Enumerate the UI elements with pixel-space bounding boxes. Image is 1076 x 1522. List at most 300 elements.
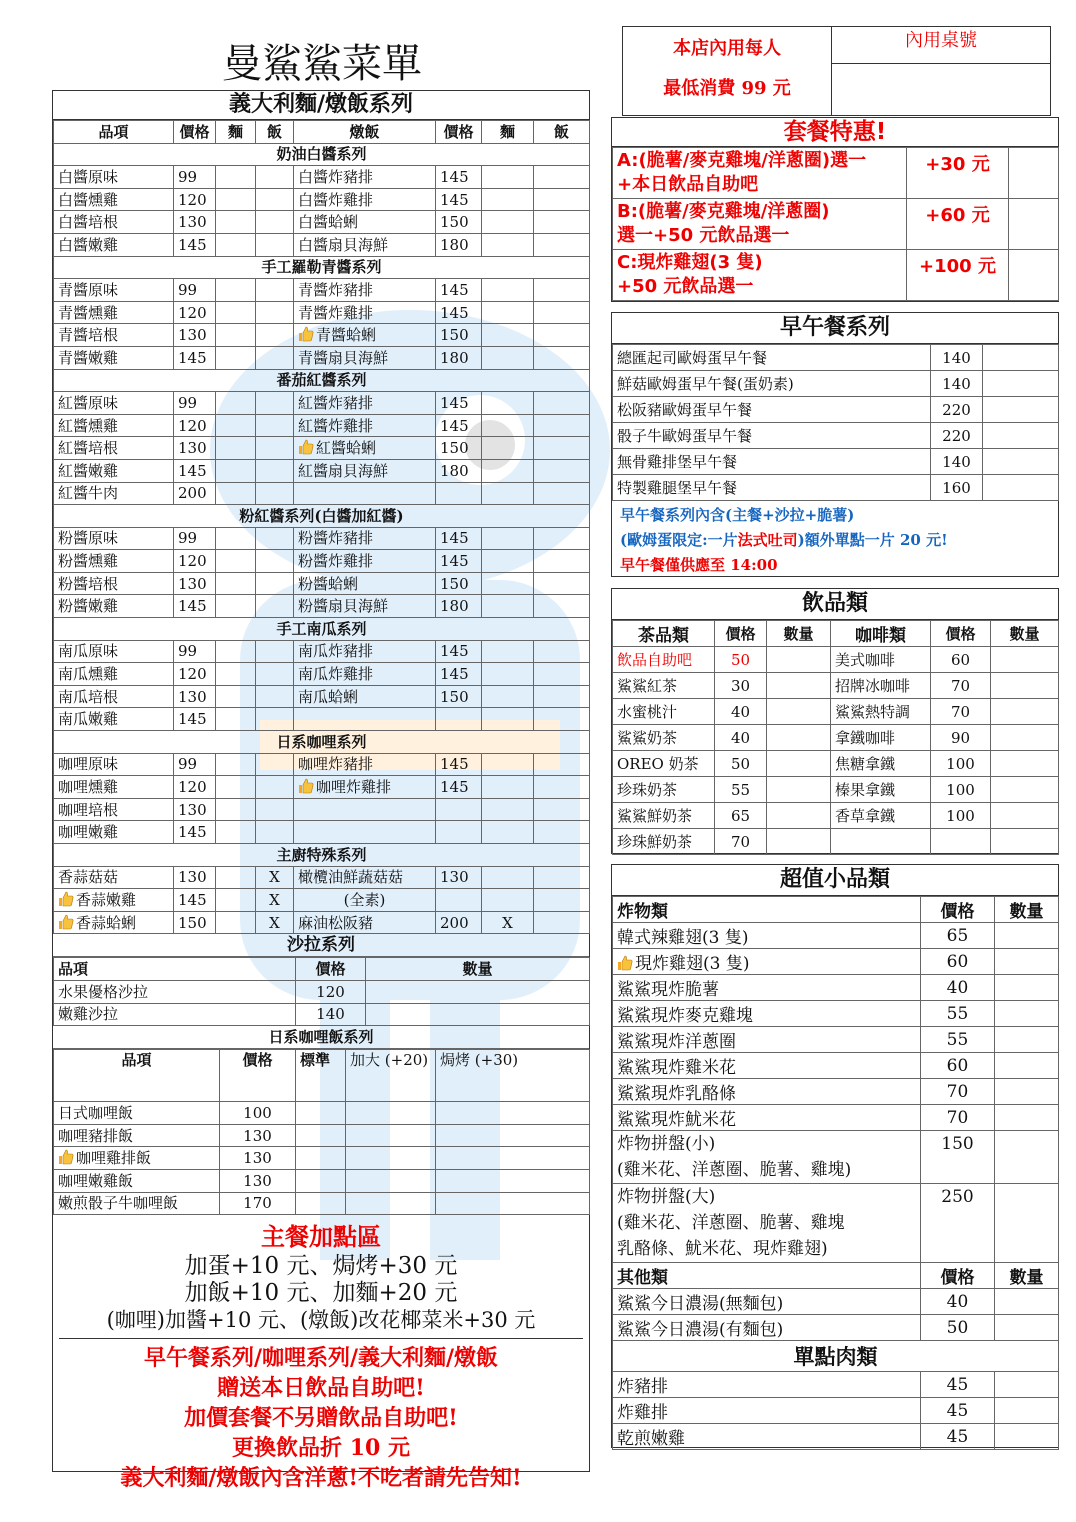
platter-large-qty[interactable] bbox=[995, 1184, 1059, 1263]
brunch-item-price: 220 bbox=[931, 423, 983, 449]
meat-item-price: 45 bbox=[921, 1424, 995, 1450]
tea-item-name: 鯊鯊鮮奶茶 bbox=[613, 803, 715, 829]
pasta-qty-rice-left[interactable] bbox=[256, 301, 294, 324]
tea-item-price: 65 bbox=[715, 803, 767, 829]
pasta-item-right-price: 145 bbox=[436, 663, 482, 686]
coffee-item-qty[interactable] bbox=[991, 699, 1059, 725]
pasta-item-right-name: 青醬炸雞排 bbox=[298, 303, 374, 322]
table-row bbox=[613, 1001, 1059, 1027]
addon-note-2: 贈送本日飲品自助吧! bbox=[217, 1375, 425, 1402]
pasta-qty-noodle-left[interactable] bbox=[216, 663, 256, 686]
brunch-item-qty[interactable] bbox=[983, 397, 1059, 423]
pasta-item-left-price: 145 bbox=[174, 233, 216, 256]
coffee-item-name: 焦糖拿鐵 bbox=[831, 751, 931, 777]
pasta-item-left bbox=[54, 866, 174, 889]
coffee-item-qty[interactable] bbox=[991, 777, 1059, 803]
curry-qty-baked[interactable] bbox=[436, 1192, 590, 1215]
pasta-qty-rice-left[interactable] bbox=[256, 640, 294, 663]
tea-item-price: 40 bbox=[715, 699, 767, 725]
pasta-qty-rice-left[interactable] bbox=[256, 279, 294, 302]
meat-item-qty[interactable] bbox=[995, 1424, 1059, 1450]
curry-qty-standard[interactable] bbox=[296, 1147, 346, 1170]
pasta-qty-noodle-right[interactable] bbox=[482, 279, 534, 302]
pasta-item-left-name: 粉醬培根 bbox=[58, 574, 119, 593]
tea-item-name: OREO 奶茶 bbox=[613, 751, 715, 777]
pasta-qty-noodle-right[interactable] bbox=[482, 392, 534, 415]
curry-item-price: 100 bbox=[220, 1102, 296, 1125]
pasta-qty-noodle-left[interactable] bbox=[216, 437, 256, 460]
curry-item-name bbox=[54, 1147, 220, 1170]
pasta-item-right-price bbox=[436, 482, 482, 505]
brunch-item-qty[interactable] bbox=[983, 449, 1059, 475]
pasta-qty-noodle-left[interactable] bbox=[216, 550, 256, 573]
pasta-qty-rice-left[interactable]: X bbox=[256, 889, 294, 912]
pasta-qty-noodle-right[interactable] bbox=[482, 437, 534, 460]
tea-item-qty[interactable] bbox=[767, 751, 831, 777]
tea-item-name: 鯊鯊奶茶 bbox=[613, 725, 715, 751]
pasta-qty-rice-right[interactable] bbox=[534, 889, 590, 912]
table-row bbox=[54, 1147, 590, 1170]
pasta-qty-rice-right[interactable] bbox=[534, 279, 590, 302]
pasta-qty-noodle-left[interactable] bbox=[216, 640, 256, 663]
table-row bbox=[54, 233, 590, 256]
other-item-name bbox=[613, 1289, 921, 1315]
pasta-qty-noodle-right[interactable] bbox=[482, 414, 534, 437]
salad-item-qty[interactable] bbox=[366, 980, 590, 1003]
brunch-item-qty[interactable] bbox=[983, 371, 1059, 397]
pasta-qty-rice-left[interactable] bbox=[256, 211, 294, 234]
pasta-qty-rice-left[interactable] bbox=[256, 233, 294, 256]
pasta-item-left-name: 粉醬嫩雞 bbox=[58, 597, 119, 616]
pasta-item-right-price: 145 bbox=[436, 414, 482, 437]
pasta-qty-noodle-right[interactable] bbox=[482, 889, 534, 912]
pasta-qty-rice-left[interactable] bbox=[256, 798, 294, 821]
pasta-qty-noodle-right[interactable]: X bbox=[482, 911, 534, 934]
table-row bbox=[613, 345, 1059, 371]
pasta-item-left-price: 145 bbox=[174, 708, 216, 731]
pasta-qty-rice-right[interactable] bbox=[534, 346, 590, 369]
coffee-item-qty[interactable] bbox=[991, 803, 1059, 829]
addon-line-3: (咖哩)加醬+10 元、(燉飯)改花椰菜米+30 元 bbox=[59, 1307, 583, 1339]
pasta-qty-noodle-right[interactable] bbox=[482, 324, 534, 347]
pasta-item-right-name: 紅醬炸豬排 bbox=[298, 393, 374, 412]
pasta-qty-noodle-right[interactable] bbox=[482, 821, 534, 844]
curry-qty-baked[interactable] bbox=[436, 1147, 590, 1170]
coffee-item-price: 100 bbox=[931, 751, 991, 777]
pasta-qty-rice-right[interactable] bbox=[534, 188, 590, 211]
coffee-item-qty[interactable] bbox=[991, 647, 1059, 673]
pasta-qty-noodle-left[interactable] bbox=[216, 211, 256, 234]
curry-qty-standard[interactable] bbox=[296, 1192, 346, 1215]
coffee-item-qty[interactable] bbox=[991, 751, 1059, 777]
snack-item-qty[interactable] bbox=[995, 1001, 1059, 1027]
pasta-qty-rice-left[interactable] bbox=[256, 437, 294, 460]
curry-col-large: 加大 (+20) bbox=[346, 1050, 436, 1102]
table-row bbox=[613, 647, 1059, 673]
pasta-item-right-price: 145 bbox=[436, 753, 482, 776]
pasta-qty-rice-right[interactable] bbox=[534, 798, 590, 821]
pasta-item-left-name: 咖哩培根 bbox=[58, 800, 119, 819]
table-row bbox=[613, 148, 1059, 199]
pasta-qty-rice-left[interactable] bbox=[256, 776, 294, 799]
pasta-item-right-name: 粉醬炸豬排 bbox=[298, 529, 374, 548]
pasta-qty-noodle-left[interactable] bbox=[216, 798, 256, 821]
curry-qty-large[interactable] bbox=[346, 1169, 436, 1192]
tea-item-qty[interactable] bbox=[767, 647, 831, 673]
pasta-group-row bbox=[54, 618, 590, 641]
pasta-qty-noodle-right[interactable] bbox=[482, 866, 534, 889]
pasta-qty-noodle-left[interactable] bbox=[216, 595, 256, 618]
combo-item-qty[interactable] bbox=[1009, 250, 1059, 301]
pasta-qty-rice-right[interactable] bbox=[534, 527, 590, 550]
pasta-qty-noodle-left[interactable] bbox=[216, 889, 256, 912]
curry-qty-baked[interactable] bbox=[436, 1124, 590, 1147]
pasta-item-left-price: 120 bbox=[174, 550, 216, 573]
pasta-header: 義大利麵/燉飯系列 bbox=[53, 91, 589, 120]
combo-item-price: +100 元 bbox=[907, 250, 1009, 301]
pasta-qty-noodle-left[interactable] bbox=[216, 527, 256, 550]
table-row bbox=[613, 1424, 1059, 1450]
pasta-qty-noodle-right[interactable] bbox=[482, 595, 534, 618]
coffee-item-qty[interactable] bbox=[991, 829, 1059, 855]
pasta-qty-noodle-right[interactable] bbox=[482, 166, 534, 189]
snack-item-label: 鯊鯊現炸乳酪條 bbox=[617, 1084, 736, 1104]
tea-item-qty[interactable] bbox=[767, 829, 831, 855]
snack-item-price: 40 bbox=[921, 975, 995, 1001]
brunch-item-qty[interactable] bbox=[983, 475, 1059, 501]
pasta-qty-rice-left[interactable] bbox=[256, 459, 294, 482]
curry-col-price: 價格 bbox=[220, 1050, 296, 1102]
pasta-item-left-price: 99 bbox=[174, 392, 216, 415]
drinks-section bbox=[611, 588, 1059, 854]
meat-header: 單點肉類 bbox=[613, 1341, 1059, 1372]
curry-qty-large[interactable] bbox=[346, 1102, 436, 1125]
snack-item-qty[interactable] bbox=[995, 1105, 1059, 1131]
snack-item-qty[interactable] bbox=[995, 1079, 1059, 1105]
pasta-item-right bbox=[294, 301, 436, 324]
pasta-item-left-name: 粉醬燻雞 bbox=[58, 552, 119, 571]
curry-qty-large[interactable] bbox=[346, 1192, 436, 1215]
curry-qty-baked[interactable] bbox=[436, 1169, 590, 1192]
snack-item-qty[interactable] bbox=[995, 975, 1059, 1001]
pasta-qty-noodle-right[interactable] bbox=[482, 459, 534, 482]
pasta-qty-noodle-left[interactable] bbox=[216, 685, 256, 708]
pasta-qty-rice-right[interactable] bbox=[534, 550, 590, 573]
pasta-qty-rice-right[interactable] bbox=[534, 866, 590, 889]
pasta-qty-rice-right[interactable] bbox=[534, 324, 590, 347]
pasta-item-left bbox=[54, 572, 174, 595]
pasta-qty-noodle-right[interactable] bbox=[482, 776, 534, 799]
pasta-qty-rice-left[interactable]: X bbox=[256, 911, 294, 934]
table-row bbox=[613, 975, 1059, 1001]
coffee-item-qty[interactable] bbox=[991, 725, 1059, 751]
pasta-qty-rice-left[interactable] bbox=[256, 753, 294, 776]
snack-item-qty[interactable] bbox=[995, 1053, 1059, 1079]
pasta-item-right bbox=[294, 188, 436, 211]
pasta-qty-rice-left[interactable] bbox=[256, 346, 294, 369]
pasta-qty-noodle-left[interactable] bbox=[216, 166, 256, 189]
pasta-qty-rice-left[interactable] bbox=[256, 708, 294, 731]
table-row bbox=[613, 1398, 1059, 1424]
curry-qty-standard[interactable] bbox=[296, 1102, 346, 1125]
tea-item-qty[interactable] bbox=[767, 803, 831, 829]
pasta-item-right-name: 南瓜炸雞排 bbox=[298, 665, 374, 684]
pasta-qty-rice-left[interactable] bbox=[256, 166, 294, 189]
pasta-qty-rice-right[interactable] bbox=[534, 821, 590, 844]
pasta-qty-rice-right[interactable] bbox=[534, 437, 590, 460]
pasta-qty-noodle-left[interactable] bbox=[216, 911, 256, 934]
pasta-qty-rice-left[interactable] bbox=[256, 685, 294, 708]
combo-item-price: +60 元 bbox=[907, 199, 1009, 250]
snack-item-qty[interactable] bbox=[995, 1027, 1059, 1053]
pasta-qty-rice-right[interactable] bbox=[534, 482, 590, 505]
pasta-qty-rice-right[interactable] bbox=[534, 753, 590, 776]
pasta-item-left-price: 130 bbox=[174, 685, 216, 708]
pasta-qty-noodle-right[interactable] bbox=[482, 346, 534, 369]
coffee-item-name: 招牌冰咖啡 bbox=[831, 673, 931, 699]
tea-item-name: 珍珠奶茶 bbox=[613, 777, 715, 803]
pasta-qty-rice-right[interactable] bbox=[534, 459, 590, 482]
salad-item-qty[interactable] bbox=[366, 1003, 590, 1026]
table-row bbox=[613, 725, 1059, 751]
pasta-qty-noodle-right[interactable] bbox=[482, 211, 534, 234]
pasta-qty-rice-left[interactable] bbox=[256, 392, 294, 415]
curry-item-price: 130 bbox=[220, 1169, 296, 1192]
tea-item-qty[interactable] bbox=[767, 725, 831, 751]
pasta-qty-noodle-left[interactable] bbox=[216, 821, 256, 844]
table-row bbox=[613, 803, 1059, 829]
platter-large-name: 炸物拼盤(大) bbox=[617, 1187, 716, 1207]
meat-item-qty[interactable] bbox=[995, 1398, 1059, 1424]
curry-qty-large[interactable] bbox=[346, 1124, 436, 1147]
pasta-qty-noodle-right[interactable] bbox=[482, 685, 534, 708]
pasta-qty-noodle-left[interactable] bbox=[216, 866, 256, 889]
combo-item-qty[interactable] bbox=[1009, 148, 1059, 199]
pasta-qty-noodle-right[interactable] bbox=[482, 233, 534, 256]
pasta-qty-noodle-right[interactable] bbox=[482, 572, 534, 595]
table-row bbox=[54, 685, 590, 708]
combo-item-qty[interactable] bbox=[1009, 199, 1059, 250]
pasta-item-left bbox=[54, 482, 174, 505]
pasta-qty-rice-right[interactable] bbox=[534, 414, 590, 437]
pasta-qty-rice-left[interactable] bbox=[256, 821, 294, 844]
pasta-qty-noodle-right[interactable] bbox=[482, 188, 534, 211]
pasta-item-right-name: 南瓜蛤蜊 bbox=[298, 687, 359, 706]
pasta-item-left-name: 咖哩嫩雞 bbox=[58, 823, 119, 842]
pasta-item-left-name: 南瓜嫩雞 bbox=[58, 710, 119, 729]
pasta-qty-rice-left[interactable] bbox=[256, 595, 294, 618]
pasta-qty-rice-right[interactable] bbox=[534, 595, 590, 618]
platter-small-name: 炸物拼盤(小) bbox=[617, 1134, 716, 1154]
pasta-qty-rice-left[interactable] bbox=[256, 324, 294, 347]
pasta-group-row bbox=[54, 256, 590, 279]
pasta-qty-noodle-left[interactable] bbox=[216, 708, 256, 731]
pasta-qty-noodle-left[interactable] bbox=[216, 459, 256, 482]
tea-item-price: 30 bbox=[715, 673, 767, 699]
combo-item-line2: 選一+50 元飲品選一 bbox=[617, 225, 790, 246]
min-spend-line2: 最低消費 99 元 bbox=[663, 78, 791, 99]
pasta-item-left bbox=[54, 889, 174, 912]
brunch-item-qty[interactable] bbox=[983, 423, 1059, 449]
table-row bbox=[54, 798, 590, 821]
tea-item-qty[interactable] bbox=[767, 673, 831, 699]
table-row bbox=[613, 1372, 1059, 1398]
drinks-col-coffee: 咖啡類 bbox=[831, 621, 931, 647]
pasta-qty-rice-left[interactable] bbox=[256, 663, 294, 686]
pasta-item-right-name: 橄欖油鮮蔬菇菇 bbox=[298, 868, 404, 887]
pasta-item-right bbox=[294, 595, 436, 618]
pasta-item-right-price: 145 bbox=[436, 527, 482, 550]
pasta-qty-noodle-left[interactable] bbox=[216, 301, 256, 324]
platter-small-qty[interactable] bbox=[995, 1131, 1059, 1184]
table-row bbox=[54, 414, 590, 437]
brunch-item-price: 140 bbox=[931, 371, 983, 397]
table-row bbox=[54, 1169, 590, 1192]
pasta-qty-noodle-left[interactable] bbox=[216, 776, 256, 799]
snacks-header: 超值小品類 bbox=[612, 865, 1058, 896]
meat-item-price: 45 bbox=[921, 1398, 995, 1424]
combo-item bbox=[613, 199, 907, 250]
snack-item-qty[interactable] bbox=[995, 949, 1059, 975]
pasta-item-right-name: 粉醬炸雞排 bbox=[298, 552, 374, 571]
snacks-table bbox=[612, 896, 1059, 1450]
tea-item-qty[interactable] bbox=[767, 777, 831, 803]
curry-qty-baked[interactable] bbox=[436, 1102, 590, 1125]
table-row bbox=[54, 437, 590, 460]
curry-qty-large[interactable] bbox=[346, 1147, 436, 1170]
table-row bbox=[54, 324, 590, 347]
snack-item-label: 鯊鯊現炸洋蔥圈 bbox=[617, 1032, 736, 1052]
pasta-qty-rice-right[interactable] bbox=[534, 572, 590, 595]
pasta-qty-noodle-left[interactable] bbox=[216, 279, 256, 302]
pasta-item-left-price: 120 bbox=[174, 663, 216, 686]
pasta-item-right bbox=[294, 640, 436, 663]
pasta-item-left bbox=[54, 708, 174, 731]
pasta-item-right bbox=[294, 324, 436, 347]
snack-item-name bbox=[613, 1079, 921, 1105]
pasta-qty-noodle-left[interactable] bbox=[216, 753, 256, 776]
salad-item-name: 水果優格沙拉 bbox=[54, 980, 296, 1003]
pasta-item-left bbox=[54, 324, 174, 347]
other-item-qty[interactable] bbox=[995, 1315, 1059, 1341]
pasta-qty-rice-right[interactable] bbox=[534, 663, 590, 686]
addon-header: 主餐加點區 bbox=[261, 1223, 381, 1252]
pasta-qty-rice-left[interactable]: X bbox=[256, 866, 294, 889]
curry-qty-standard[interactable] bbox=[296, 1124, 346, 1147]
tea-item-price: 40 bbox=[715, 725, 767, 751]
pasta-item-right-price: 150 bbox=[436, 685, 482, 708]
meat-item-name bbox=[613, 1424, 921, 1450]
pasta-qty-noodle-left[interactable] bbox=[216, 572, 256, 595]
pasta-qty-rice-right[interactable] bbox=[534, 640, 590, 663]
pasta-item-right-price: 180 bbox=[436, 595, 482, 618]
thumbs-up-icon bbox=[58, 1149, 74, 1165]
pasta-qty-rice-right[interactable] bbox=[534, 776, 590, 799]
table-row bbox=[613, 751, 1059, 777]
pasta-qty-noodle-right[interactable] bbox=[482, 663, 534, 686]
table-row bbox=[613, 371, 1059, 397]
pasta-qty-noodle-right[interactable] bbox=[482, 482, 534, 505]
pasta-qty-rice-right[interactable] bbox=[534, 708, 590, 731]
pasta-qty-noodle-left[interactable] bbox=[216, 233, 256, 256]
pasta-qty-rice-right[interactable] bbox=[534, 392, 590, 415]
pasta-qty-rice-left[interactable] bbox=[256, 414, 294, 437]
pasta-group-name: 手工羅勒青醬系列 bbox=[54, 256, 590, 279]
pasta-qty-rice-right[interactable] bbox=[534, 911, 590, 934]
curry-item-label: 嫩煎骰子牛咖哩飯 bbox=[58, 1194, 179, 1213]
pasta-item-left-name: 紅醬牛肉 bbox=[58, 484, 119, 503]
pasta-qty-noodle-right[interactable] bbox=[482, 550, 534, 573]
pasta-qty-noodle-left[interactable] bbox=[216, 346, 256, 369]
pasta-qty-noodle-right[interactable] bbox=[482, 798, 534, 821]
pasta-qty-rice-left[interactable] bbox=[256, 482, 294, 505]
pasta-item-left-price: 99 bbox=[174, 279, 216, 302]
pasta-item-left-name: 紅醬燻雞 bbox=[58, 416, 119, 435]
pasta-qty-noodle-right[interactable] bbox=[482, 527, 534, 550]
other-item-qty[interactable] bbox=[995, 1289, 1059, 1315]
table-row bbox=[54, 889, 590, 912]
snack-item-price: 70 bbox=[921, 1105, 995, 1131]
table-row bbox=[613, 1315, 1059, 1341]
pasta-item-right-price: 145 bbox=[436, 279, 482, 302]
pasta-qty-rice-right[interactable] bbox=[534, 685, 590, 708]
pasta-item-right bbox=[294, 911, 436, 934]
snack-item-qty[interactable] bbox=[995, 923, 1059, 949]
pasta-item-left-name: 咖哩燻雞 bbox=[58, 778, 119, 797]
curry-item-price: 130 bbox=[220, 1147, 296, 1170]
coffee-item-name: 鯊鯊熱特調 bbox=[831, 699, 931, 725]
pasta-item-left-price: 130 bbox=[174, 798, 216, 821]
pasta-qty-rice-left[interactable] bbox=[256, 572, 294, 595]
pasta-item-left-name: 白醬燻雞 bbox=[58, 190, 119, 209]
table-row bbox=[54, 166, 590, 189]
coffee-item-price bbox=[931, 829, 991, 855]
pasta-qty-rice-right[interactable] bbox=[534, 233, 590, 256]
coffee-item-qty[interactable] bbox=[991, 673, 1059, 699]
pasta-qty-rice-left[interactable] bbox=[256, 550, 294, 573]
table-row bbox=[54, 392, 590, 415]
meat-item-qty[interactable] bbox=[995, 1372, 1059, 1398]
pasta-qty-noodle-right[interactable] bbox=[482, 753, 534, 776]
brunch-item-qty[interactable] bbox=[983, 345, 1059, 371]
pasta-qty-rice-right[interactable] bbox=[534, 166, 590, 189]
pasta-qty-rice-left[interactable] bbox=[256, 188, 294, 211]
pasta-qty-noodle-right[interactable] bbox=[482, 708, 534, 731]
pasta-qty-noodle-right[interactable] bbox=[482, 301, 534, 324]
pasta-item-left-price: 120 bbox=[174, 301, 216, 324]
pasta-qty-rice-left[interactable] bbox=[256, 527, 294, 550]
pasta-qty-noodle-left[interactable] bbox=[216, 188, 256, 211]
combo-item-line2: +本日飲品自助吧 bbox=[617, 174, 759, 195]
pasta-qty-rice-right[interactable] bbox=[534, 301, 590, 324]
pasta-qty-noodle-left[interactable] bbox=[216, 392, 256, 415]
pasta-item-right-name: 白醬蛤蜊 bbox=[298, 213, 359, 232]
curry-item-label: 日式咖哩飯 bbox=[58, 1103, 134, 1122]
tea-item-name: 鯊鯊紅茶 bbox=[613, 673, 715, 699]
pasta-qty-noodle-right[interactable] bbox=[482, 640, 534, 663]
salad-table bbox=[53, 957, 590, 1026]
pasta-item-right-price: 150 bbox=[436, 572, 482, 595]
pasta-qty-rice-right[interactable] bbox=[534, 211, 590, 234]
pasta-item-left bbox=[54, 437, 174, 460]
pasta-item-right bbox=[294, 211, 436, 234]
tea-item-qty[interactable] bbox=[767, 699, 831, 725]
curry-qty-standard[interactable] bbox=[296, 1169, 346, 1192]
brunch-item-name: 總匯起司歐姆蛋早午餐 bbox=[613, 345, 931, 371]
pasta-qty-noodle-left[interactable] bbox=[216, 324, 256, 347]
pasta-qty-noodle-left[interactable] bbox=[216, 414, 256, 437]
pasta-qty-noodle-left[interactable] bbox=[216, 482, 256, 505]
